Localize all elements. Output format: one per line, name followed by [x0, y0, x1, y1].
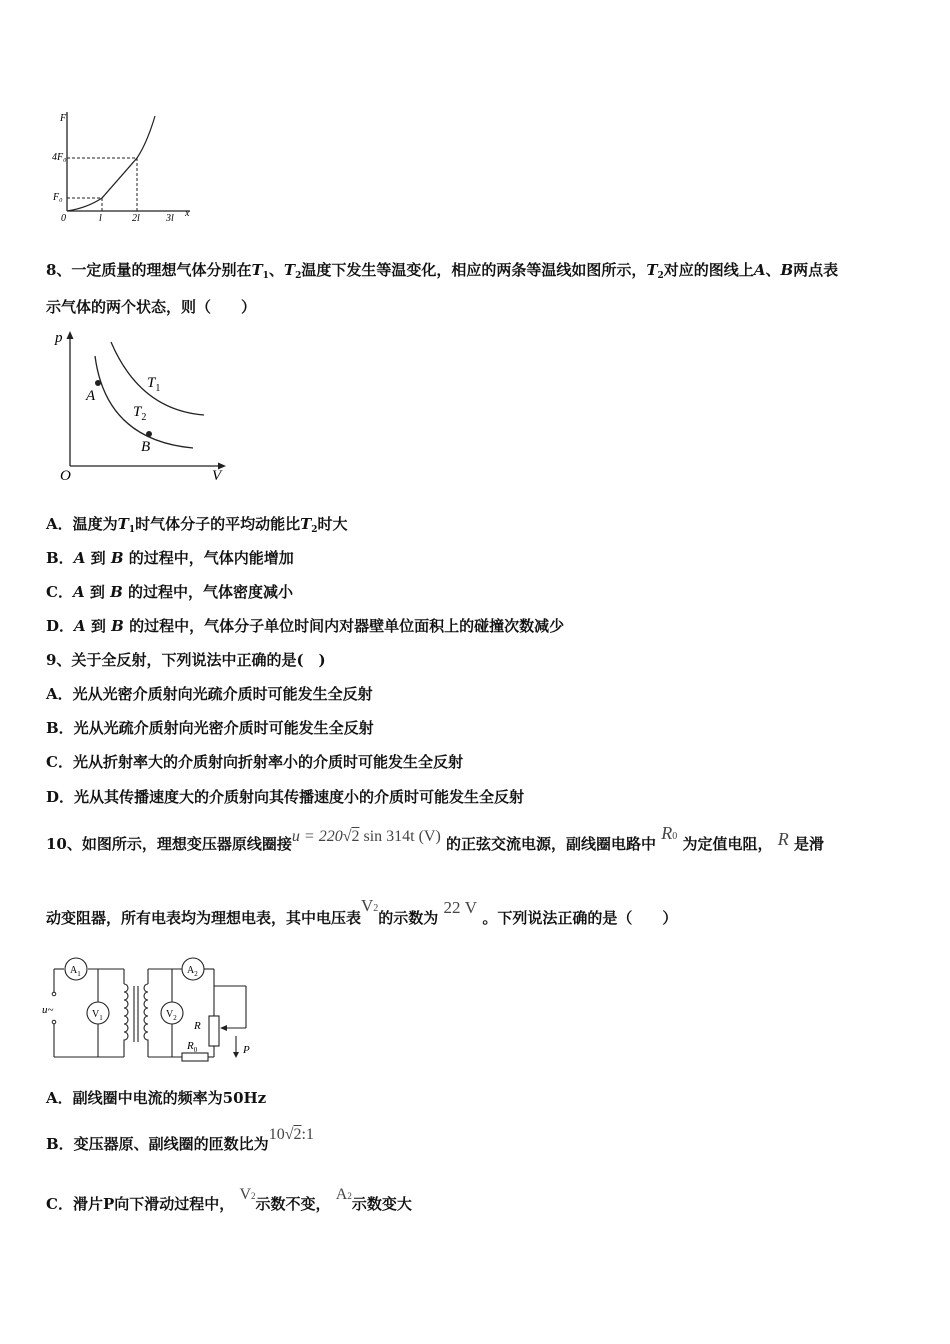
point-b-label: B [141, 439, 151, 455]
q8-option-a[interactable]: A．温度为$T_1$时气体分子的平均动能比$T_2$时大 [46, 515, 348, 535]
x-axis-label: x [185, 208, 190, 219]
q8-stem-line2: 示气体的两个状态，则（ ） [46, 298, 257, 316]
source-label: u~ [42, 1004, 54, 1016]
q8-option-c[interactable]: C．A 到 B 的过程中，气体密度减小 [46, 583, 294, 601]
x-tick-2l: 2l [132, 213, 140, 224]
v2-label: $V_2$ [166, 1009, 177, 1022]
y-tick-f0: F₀ [53, 192, 63, 203]
r-label: R [194, 1020, 201, 1032]
q9-option-c[interactable]: C．光从折射率大的介质射向折射率小的介质时可能发生全反射 [46, 753, 463, 771]
p-label: P [243, 1044, 250, 1056]
force-curve [67, 116, 155, 211]
point-a-label: A [86, 388, 96, 404]
t2-label: $T_2$ [133, 404, 147, 423]
x-tick-3l: 3l [166, 213, 174, 224]
t1-label: $T_1$ [147, 375, 161, 394]
q10-option-a[interactable]: A．副线圈中电流的频率为50Hz [46, 1089, 267, 1107]
terminal-bottom [52, 1020, 56, 1024]
y-axis-label: F [60, 113, 67, 124]
v-label: V [212, 468, 222, 484]
primary-coil [124, 984, 128, 1044]
a1-label: $A_1$ [70, 965, 81, 978]
origin-label: O [60, 468, 71, 484]
isotherm-t2 [95, 356, 193, 448]
rheostat-r [209, 1016, 219, 1046]
q9-option-d[interactable]: D．光从其传播速度大的介质射向其传播速度小的介质时可能发生全反射 [46, 788, 525, 806]
q9-option-a[interactable]: A．光从光密介质射向光疏介质时可能发生全反射 [46, 685, 373, 703]
q8-stem-line1: 8、一定质量的理想气体分别在$T_1$、$T_2$温度下发生等温变化，相应的两条等温线如图所示，$T_2$对应的图线上A、B两点表 [46, 261, 839, 281]
p-label: p [55, 330, 63, 346]
resistor-r0 [182, 1053, 208, 1061]
slider-arrowhead [220, 1025, 227, 1031]
r0-label: $R_0$ [187, 1040, 198, 1054]
p-arrowhead [233, 1052, 239, 1058]
point-b [146, 431, 152, 437]
force-displacement-graph [52, 108, 202, 233]
point-a [95, 380, 101, 386]
q10-option-c[interactable]: C．滑片P向下滑动过程中， V2示数不变， A2示数变大 [46, 1186, 412, 1213]
q9-stem: 9、关于全反射，下列说法中正确的是( ) [46, 651, 326, 669]
secondary-coil [144, 984, 148, 1044]
v1-label: $V_1$ [92, 1009, 103, 1022]
y-tick-4f0: 4F₀ [52, 152, 67, 163]
transformer-circuit [42, 954, 267, 1062]
x-tick-l: l [99, 213, 102, 224]
q10-stem-line1: 10、如图所示，理想变压器原线圈接u = 220√2 sin 314t (V) 的正弦交流电源，副线圈电路中 R0 为定值电阻， R 是滑 [46, 823, 825, 853]
a2-label: $A_2$ [187, 965, 198, 978]
q8-option-d[interactable]: D．A 到 B 的过程中，气体分子单位时间内对器壁单位面积上的碰撞次数减少 [46, 617, 565, 635]
q9-option-b[interactable]: B．光从光疏介质射向光密介质时可能发生全反射 [46, 719, 374, 737]
origin-label: 0 [61, 213, 66, 224]
isotherm-pv-graph [50, 328, 235, 488]
q10-stem-line2: 动变阻器，所有电表均为理想电表，其中电压表V2的示数为 22 V 。下列说法正确的是（ ） [46, 896, 678, 927]
p-axis-arrow [67, 331, 74, 339]
q8-option-b[interactable]: B．A 到 B 的过程中，气体内能增加 [46, 549, 294, 567]
voltage-formula: u = 220√2 sin 314t (V) [291, 828, 441, 845]
terminal-top [52, 992, 56, 996]
dash-diagonal [102, 158, 137, 198]
isotherm-t1 [111, 342, 204, 415]
q10-option-b[interactable]: B．变压器原、副线圈的匝数比为10√2:1 [46, 1126, 314, 1153]
